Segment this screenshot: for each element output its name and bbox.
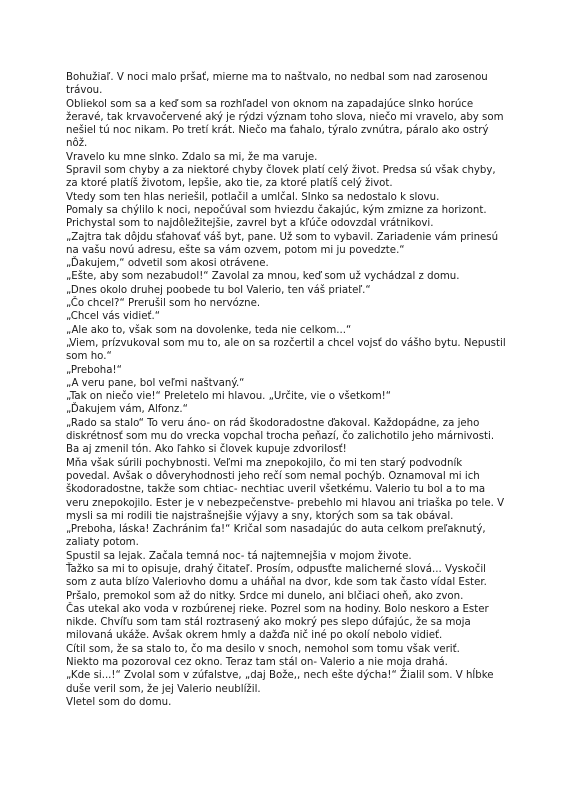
document-page	[66, 71, 506, 709]
paragraph: Vtedy som ten hlas neriešil, potlačil a umlčal. Slnko sa nedostalo k slovu.	[66, 191, 440, 203]
paragraph: „Ďakujem,“ odvetil som akosi otrávene.	[66, 258, 269, 270]
paragraph: Čas utekal ako voda v rozbúrenej rieke. Pozrel som na hodiny. Bolo neskoro a Ester nikde. Chvíľu som tam stál roztrasený ako mokrý pes slepo dúfajúc, že sa moja milovaná ukáže. Avšak okrem hmly a dažďa nič iné po okolí nebolo vidieť.	[66, 603, 489, 642]
paragraph: „Čo chcel?“ Prerušil som ho nervózne.	[66, 298, 261, 310]
paragraph: „Dnes okolo druhej poobede tu bol Valerio, ten váš priateľ.“	[66, 284, 371, 296]
paragraph: Prichystal som to najdôležitejšie, zavrel byt a kľúče odovzdal vrátnikovi.	[66, 218, 434, 230]
paragraph: „Preboha, láska! Zachránim ťa!“ Kričal som nasadajúc do auta celkom preľaknutý, zaliaty potom.	[66, 524, 486, 549]
paragraph: Vravelo ku mne slnko. Zdalo sa mi, že ma varuje.	[66, 151, 318, 163]
paragraph: „Chcel vás vidieť.“	[66, 311, 160, 323]
paragraph: Spustil sa lejak. Začala temná noc- tá najtemnejšia v mojom živote.	[66, 550, 412, 562]
paragraph: Ťažko sa mi to opisuje, drahý čitateľ. Prosím, odpusťte malicherné slová... Vyskočil som z auta blízo Valeriovho domu a uháňal na dvor, kde som tak často vídal Ester.	[66, 563, 487, 589]
paragraph: „Ešte, aby som nezabudol!“ Zavolal za mnou, keď som už vychádzal z domu.	[66, 271, 460, 283]
paragraph: Bohužiaľ. V noci malo pršať, mierne ma to naštvalo, no nedbal som nad zarosenou trávou.	[66, 72, 488, 97]
paragraph: Pršalo, premokol som až do nitky. Srdce mi dunelo, ani blčiaci oheň, ako zvon.	[66, 590, 464, 602]
paragraph: „Ďakujem vám, Alfonz.“	[66, 404, 188, 416]
paragraph: „Tak on niečo vie!“ Preletelo mi hlavou. „Určite, vie o všetkom!“	[66, 391, 392, 403]
paragraph: Niekto ma pozoroval cez okno. Teraz tam stál on- Valerio a nie moja drahá.	[66, 657, 448, 669]
paragraph: „Kde si...!“ Zvolal som v zúfalstve, „daj Bože,, nech ešte dýcha!“ Žialil som. V hĺbke duše veril som, že jej Valerio neublížil.	[66, 670, 494, 695]
paragraph: „Zajtra tak dôjdu sťahovať váš byt, pane. Už som to vybavil. Zariadenie vám prinesú na vašu novú adresu, ešte sa vám ozvem, potom mi ju povedzte.“	[66, 231, 499, 256]
paragraph: Pomaly sa chýlilo k noci, nepočúval som hviezdu čakajúc, kým zmizne za horizont.	[66, 204, 487, 216]
paragraph: Cítil som, že sa stalo to, čo ma desilo v snoch, nemohol som tomu však veriť.	[66, 643, 460, 655]
paragraph: Spravil som chyby a za niektoré chyby človek platí celý život. Predsa sú však chyby, za ktoré platíš životom, lepšie, ako tie, za ktoré platíš celý život.	[66, 165, 496, 190]
paragraph: Obliekol som sa a keď som sa rozhľadel von oknom na zapadajúce slnko horúce žeravé, tak krvavočervené aký je rýdzi význam toho slova, niečo mi vravelo, aby som nešiel tú noc nikam. Po tretí krát. Niečo ma ťahalo, týralo zvnútra, páralo ako ostrý nôž.	[66, 98, 504, 150]
paragraph: „Ale ako to, však som na dovolenke, teda nie celkom...“	[66, 324, 352, 336]
paragraph: Vletel som do domu.	[66, 696, 172, 708]
paragraph: „Rado sa stalo“ To veru áno- on rád škodoradostne ďakoval. Každopádne, za jeho diskrétnosť som mu do vrecka vopchal trocha peňazí, čo zalichotilo jeho márnivosti. Ba aj zmenil tón. Ako ľahko si človek kupuje zdvorilosť!	[66, 417, 495, 456]
paragraph: Mňa však súrili pochybnosti. Veľmi ma znepokojilo, čo mi ten starý podvodník povedal. Avšak o dôveryhodnosti jeho rečí som nemal pochýb. Oznamoval mi ich škodoradostne, takže som chtiac- nechtiac uveril všetkému. Valerio tu bol a to ma veru znepokojilo. Ester je v nebezpečenstve- prebehlo mi hlavou ani triaška po tele. V mysli sa mi rodili tie najstrašnejšie výjavy a sny, ktorých som sa tak obával.	[66, 457, 505, 522]
paragraph: „Preboha!“	[66, 364, 122, 376]
paragraph: „A veru pane, bol veľmi naštvaný.“	[66, 377, 245, 389]
paragraph: „Viem, prízvukoval som mu to, ale on sa rozčertil a chcel vojsť do vášho bytu. Nepustil som ho.“	[66, 337, 506, 363]
